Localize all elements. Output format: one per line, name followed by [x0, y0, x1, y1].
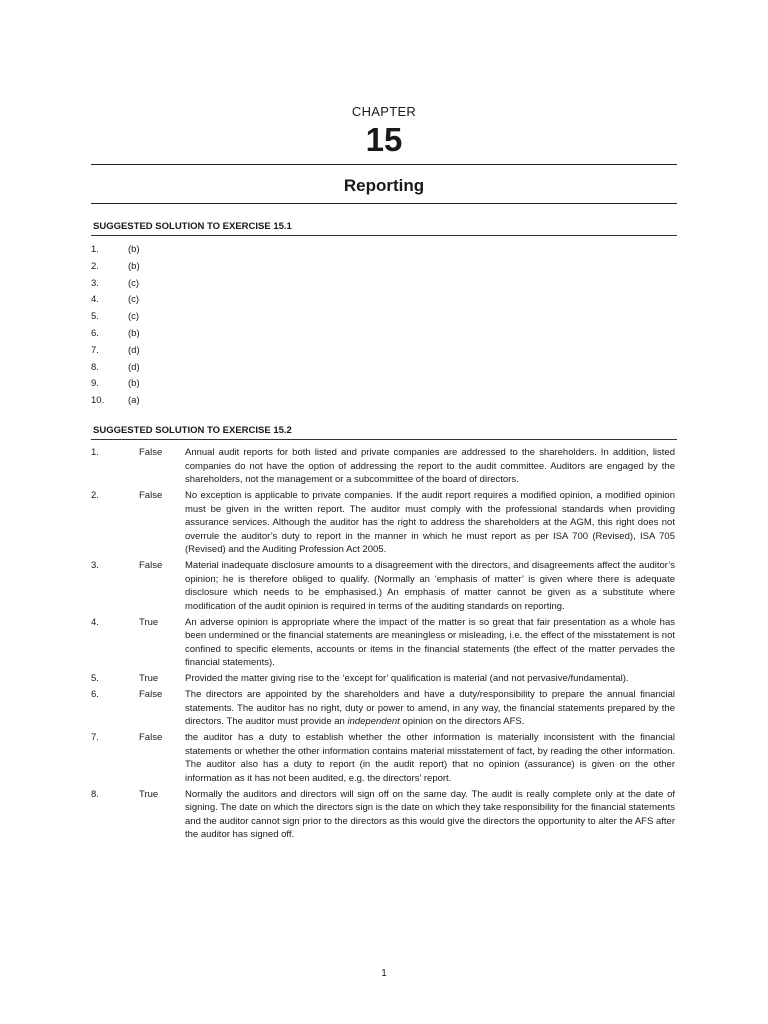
statement-explanation: Annual audit reports for both listed and private companies are addressed to the shareholders. In addition, listed companies do not have the option of addressing the report to the audit committee. Auditors are engaged by the shareholders, not the management or a subcommittee of the board of directors.: [185, 447, 675, 485]
statement-verdict: False: [139, 560, 163, 571]
exercise-15-1-rule: [91, 235, 677, 236]
statement-number: 4.: [91, 616, 99, 628]
answer-row: [91, 292, 391, 309]
statement-verdict: False: [139, 490, 163, 501]
answer-choice: (b): [128, 260, 140, 272]
statement-number: 7.: [91, 732, 99, 743]
answer-number: 3.: [91, 277, 99, 289]
answer-choice: (c): [128, 311, 140, 323]
statement-explanation: Material inadequate disclosure amounts to a disagreement with the directors, and disagreements affect the auditor’s opinion; he is therefore obliged to qualify. (Normally an ‘emphasis of matter’ is given where there is adequate disclosure which needs to be emphasised.) An emphasis of matter cannot be given as a substitute where modification of the audit opinion is required in terms of the auditing standards on reporting.: [185, 560, 675, 612]
chapter-title: Reporting: [343, 176, 425, 195]
answer-choice: (d): [128, 361, 140, 373]
statement-explanation: An adverse opinion is appropriate where the impact of the matter is so great that fair presentation as a whole has been undermined or the financial statements are meaningless or misleading, i.e. the effect of the misstatement is not confined to specific elements, accounts or items in the financial statements (the effect of the matter pervades the financial statements).: [185, 616, 675, 668]
statement-verdict: True: [139, 616, 159, 628]
answer-number: 8.: [91, 361, 99, 373]
statement-text-part: The directors are appointed by the shareholders and have a duty/responsibility to prepare the annual financial statements. The auditor has no right, duty or power to amend, in any way, the financial statements prepared by the directors. The auditor must provide an: [185, 689, 675, 727]
statement-number: 2.: [91, 490, 99, 501]
statement-number: 5.: [91, 673, 99, 684]
statement-text-part: opinion on the directors AFS.: [399, 716, 525, 727]
exercise-15-2-rule: [91, 439, 677, 440]
answer-row: [91, 393, 391, 410]
statement-verdict: False: [139, 689, 163, 700]
statement-number: 1.: [91, 447, 99, 458]
answer-row: [91, 309, 391, 326]
statement-explanation: No exception is applicable to private companies. If the audit report requires a modified opinion, a modified opinion must be given in the written report. The auditor must comply with the professional standards when providing assurance services. Although the auditor has the right to address the shareholders at the AGM, this right does not overrule the auditor’s duty to report in the manner in which he must report as per ISA 700 (Revised), ISA 705 (Revised) and the Auditing Profession Act 2005.: [185, 490, 675, 555]
exercise-15-1-answers: [91, 242, 391, 410]
answer-number: 1.: [91, 244, 99, 255]
answer-choice: (c): [128, 294, 140, 306]
statement-verdict: False: [139, 732, 163, 743]
divider-bottom: [91, 203, 677, 204]
answer-number: 9.: [91, 378, 99, 390]
exercise-15-2-answers: [91, 446, 677, 844]
answer-choice: (a): [128, 395, 140, 407]
statement-row: [91, 616, 677, 670]
statement-row: [91, 489, 677, 557]
answer-row: [91, 259, 391, 276]
statement-number: 6.: [91, 689, 99, 700]
divider-top: [91, 164, 677, 165]
statement-explanation: Provided the matter giving rise to the ‘except for’ qualification is material (and not pervasive/fundamental).: [185, 673, 629, 684]
statement-number: 8.: [91, 788, 99, 800]
exercise-15-2-heading: SUGGESTED SOLUTION TO EXERCISE 15.2: [93, 425, 292, 436]
answer-row: [91, 360, 391, 377]
statement-verdict: True: [139, 673, 159, 684]
page-number: 1: [381, 968, 387, 979]
answer-number: 10.: [91, 395, 105, 407]
answer-row: [91, 276, 391, 293]
statement-number: 3.: [91, 560, 99, 571]
statement-row: [91, 688, 677, 729]
statement-verdict: True: [139, 788, 159, 800]
statement-row: [91, 788, 677, 842]
answer-number: 6.: [91, 327, 99, 339]
answer-choice: (b): [128, 244, 140, 255]
answer-row: [91, 326, 391, 343]
answer-number: 2.: [91, 260, 99, 272]
statement-explanation: Normally the auditors and directors will sign off on the same day. The audit is really complete only at the date of signing. The date on which the directors sign is the date on which they take responsibility for the financial statements and the auditor cannot sign prior to the directors as this would give the directors the opportunity to alter the AFS after the auditor has signed off.: [185, 788, 675, 840]
chapter-number: 15: [365, 121, 403, 158]
answer-choice: (b): [128, 378, 140, 390]
chapter-label: CHAPTER: [351, 104, 417, 119]
statement-explanation: the auditor has a duty to establish whether the other information is materially inconsistent with the financial statements or whether the other information contains material misstatement of fact, by reading the other information. The auditor also has a duty to report (in the audit report) that no opinion (assurance) is given on the other information as it has not been audited, e.g. the directors’ report.: [185, 732, 675, 784]
answer-number: 4.: [91, 294, 99, 306]
statement-emphasis: independent: [347, 716, 400, 727]
document-page: [91, 0, 677, 1024]
statement-row: [91, 672, 677, 686]
answer-row: [91, 376, 391, 393]
answer-choice: (d): [128, 344, 140, 356]
statement-verdict: False: [139, 447, 163, 458]
exercise-15-1-heading: SUGGESTED SOLUTION TO EXERCISE 15.1: [93, 221, 292, 232]
answer-row: [91, 242, 391, 259]
statement-explanation: [185, 688, 675, 729]
answer-number: 5.: [91, 311, 99, 323]
answer-choice: (b): [128, 327, 140, 339]
statement-row: [91, 731, 677, 785]
statement-row: [91, 559, 677, 613]
answer-number: 7.: [91, 344, 99, 356]
answer-row: [91, 343, 391, 360]
statement-row: [91, 446, 677, 487]
answer-choice: (c): [128, 277, 140, 289]
